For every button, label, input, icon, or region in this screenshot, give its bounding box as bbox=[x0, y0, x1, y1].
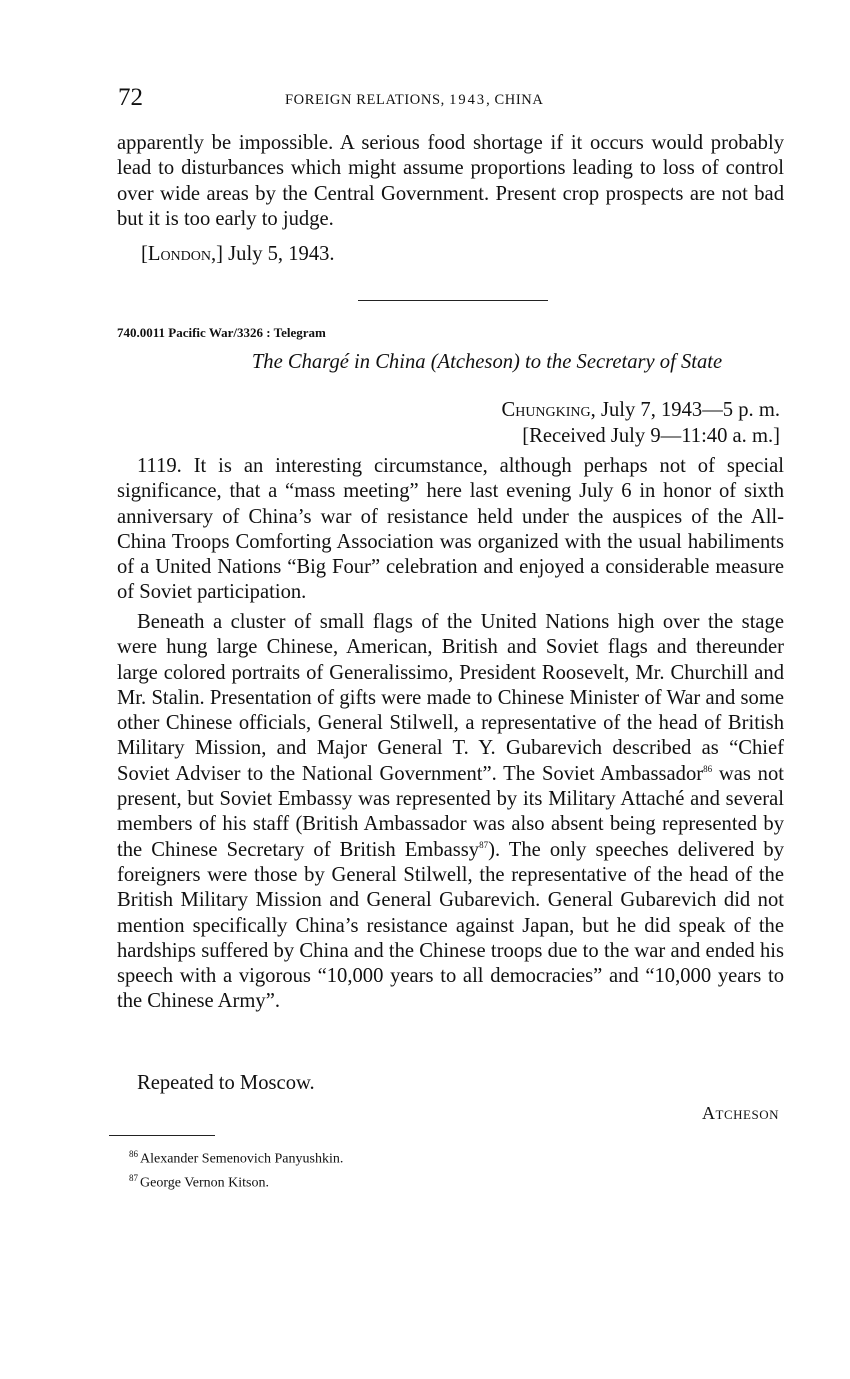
dateline bbox=[501, 398, 780, 423]
place-date: ,] July 5, 1943. bbox=[211, 243, 335, 265]
running-head-part1: FOREIGN RELATIONS, bbox=[285, 92, 450, 108]
dateline-place: Chungking bbox=[501, 399, 591, 421]
footnote-text: George Vernon Kitson. bbox=[140, 1175, 269, 1191]
para2-part-b: was not present, but Soviet Embassy was represented by its Military Attaché and several members of his staff (British Ambassador was also absent being represented by the Chinese Secretary of British Embassy bbox=[117, 762, 784, 861]
file-number: 740.0011 Pacific War/3326 : Telegram bbox=[117, 325, 326, 340]
running-head bbox=[285, 92, 543, 109]
place-name: London bbox=[147, 243, 211, 265]
received-line: [Received July 9—11:40 a. m.] bbox=[522, 425, 780, 447]
footnote-divider bbox=[109, 1135, 215, 1136]
footnotes bbox=[129, 1145, 343, 1192]
footnote-mark: 87 bbox=[129, 1172, 138, 1183]
place-date-line bbox=[141, 242, 335, 267]
para2-part-c: ). The only speeches delivered by foreigners were those by General Stilwell, the representative of the head of the British Military Mission and General Gubarevich. General Gubarevich did not mention specifically China’s resistance against Japan, but he did speak of the hardships suffered by China and the Chinese troops due to the war and ended his speech with a vigorous “10,000 years to all democracies” and “10,000 years to the Chinese Army”. bbox=[117, 838, 784, 1013]
signature: Atcheson bbox=[702, 1103, 779, 1123]
page-number: 72 bbox=[118, 84, 143, 111]
footnote-86 bbox=[129, 1145, 343, 1169]
running-head-year: 1943 bbox=[449, 92, 487, 108]
body-paragraph-2 bbox=[117, 610, 784, 1015]
section-divider bbox=[358, 300, 548, 301]
continuation-paragraph: apparently be impossible. A serious food shortage if it occurs would probably lead to disturbances which might assume proportions leading to loss of control over wide areas by the Central Government. Present crop prospects are not bad but it is too early to judge. bbox=[117, 132, 784, 230]
document-title: The Chargé in China (Atcheson) to the Secretary of State bbox=[251, 351, 723, 373]
footnote-text: Alexander Semenovich Panyushkin. bbox=[140, 1151, 344, 1167]
footnote-87 bbox=[129, 1169, 343, 1193]
footnote-ref-87: 87 bbox=[479, 839, 489, 850]
footnote-ref-86: 86 bbox=[703, 763, 713, 774]
body-paragraph-3: Repeated to Moscow. bbox=[137, 1072, 315, 1094]
para2-part-a: Beneath a cluster of small flags of the United Nations high over the stage were hung large Chinese, American, British and Soviet flags and thereunder large colored portraits of Generalissimo, President Roosevelt, Mr. Churchill and Mr. Stalin. Presentation of gifts were made to Chinese Minister of War and some other Chinese officials, General Stilwell, a representative of the head of British Military Mission, and Major General T. Y. Gubarevich described as “Chief Soviet Adviser to the National Government”. The Soviet Ambassador bbox=[117, 611, 784, 785]
footnote-mark: 86 bbox=[129, 1149, 138, 1159]
body-paragraph-1: 1119. It is an interesting circumstance, although perhaps not of special significance, that a “mass meeting” here last evening July 6 in honor of sixth anniversary of China’s war of resistance held under the auspices of the All-China Troops Comforting Association was organized with the usual habiliments of a United Nations “Big Four” celebration and enjoyed a considerable measure of Soviet participation. bbox=[117, 455, 784, 604]
running-head-part2: , CHINA bbox=[486, 92, 544, 108]
dateline-date: , July 7, 1943—5 p. m. bbox=[590, 399, 780, 421]
place-bracket-open: [ bbox=[141, 243, 148, 265]
